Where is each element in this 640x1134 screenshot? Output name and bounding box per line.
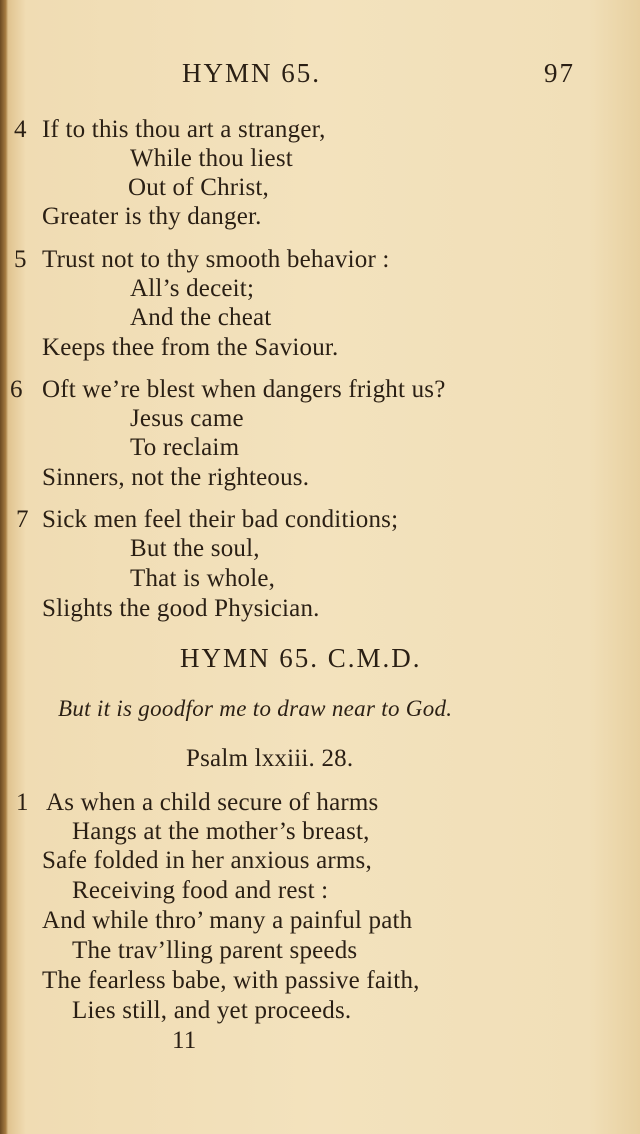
hymn-line-5: And while thro’ many a painful path — [42, 907, 413, 934]
stanza-5-number: 5 — [14, 246, 27, 273]
stanza-5-line-3: And the cheat — [130, 304, 272, 331]
stanza-6-line-1: Oft we’re blest when dangers fright us? — [42, 376, 446, 403]
hymn-line-2: Hangs at the mother’s breast, — [72, 818, 370, 845]
stanza-4-number: 4 — [14, 116, 27, 143]
stanza-4-line-1: If to this thou art a stranger, — [42, 116, 326, 143]
hymn-line-7: The fearless babe, with passive faith, — [42, 967, 420, 994]
hymn-line-8: Lies still, and yet proceeds. — [72, 997, 352, 1024]
stanza-4-line-3: Out of Christ, — [128, 174, 269, 201]
hymn-epigraph: But it is goodfor me to draw near to God. — [58, 696, 453, 721]
stanza-7-line-4: Slights the good Physician. — [42, 595, 320, 622]
hymn-line-4: Receiving food and rest : — [72, 877, 329, 904]
stanza-6-line-3: To reclaim — [130, 434, 240, 461]
signature-mark: 11 — [172, 1027, 197, 1054]
stanza-5-line-1: Trust not to thy smooth behavior : — [42, 246, 390, 273]
hymn-line-1: As when a child secure of harms — [46, 789, 379, 816]
scripture-reference: Psalm lxxiii. 28. — [186, 745, 354, 772]
stanza-4-line-4: Greater is thy danger. — [42, 203, 262, 230]
stanza-6-line-2: Jesus came — [130, 405, 244, 432]
stanza-4-line-2: While thou liest — [130, 145, 293, 172]
stanza-6-number: 6 — [10, 376, 23, 403]
stanza-5-line-4: Keeps thee from the Saviour. — [42, 334, 339, 361]
stanza-6-line-4: Sinners, not the righteous. — [42, 464, 310, 491]
stanza-7-line-3: That is whole, — [130, 565, 276, 592]
page-binding-edge — [0, 0, 8, 1134]
hymn-line-3: Safe folded in her anxious arms, — [42, 847, 372, 874]
stanza-7-line-2: But the soul, — [130, 535, 260, 562]
stanza-7-number: 7 — [16, 506, 29, 533]
hymn-line-6: The trav’lling parent speeds — [72, 937, 358, 964]
stanza-5-line-2: All’s deceit; — [130, 275, 255, 302]
page-number: 97 — [544, 58, 575, 88]
hymn-stanza-1-number: 1 — [16, 789, 29, 816]
stanza-7-line-1: Sick men feel their bad conditions; — [42, 506, 399, 533]
hymn-title: HYMN 65. C.M.D. — [180, 643, 422, 673]
running-header-title: HYMN 65. — [182, 58, 322, 88]
